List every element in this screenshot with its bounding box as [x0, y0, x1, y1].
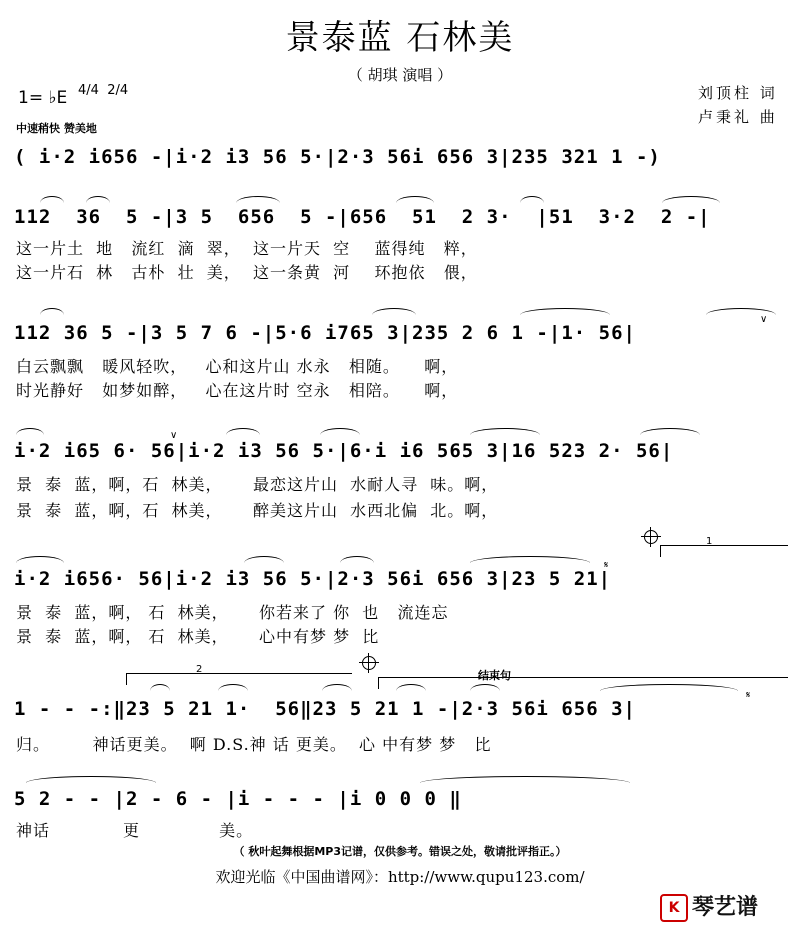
slur — [226, 428, 260, 435]
slur — [320, 428, 360, 435]
slur — [86, 196, 110, 203]
notes-line: 112 36 5 -|3 5 7 6 -|5·6 i765 3|235 2 6 1 -|1· 56| — [14, 322, 636, 344]
time-signature — [78, 84, 128, 97]
slur — [236, 196, 280, 203]
lyric-verse-2: 景 泰 蓝，啊，石 林美， 醉美这片山 水西北偏 北。啊， — [16, 501, 499, 520]
lyric-verse-1: 景 泰 蓝，啊， 石 林美， 你若来了 你 也 流连忘 — [16, 603, 449, 622]
slur — [470, 428, 540, 435]
slur — [218, 684, 248, 691]
slur — [396, 684, 426, 691]
key-signature: 1= ♭E — [18, 88, 68, 108]
logo-text: 琴艺谱 — [692, 895, 759, 920]
lyric-verse-2: 景 泰 蓝，啊， 石 林美， 心中有梦 梦 比 — [16, 627, 380, 646]
lyric-verse-1: 这一片土 地 流红 滴 翠， 这一片天 空 蓝得纯 粹， — [16, 239, 478, 258]
composer-credit: 卢秉礼 曲 — [698, 108, 778, 126]
ending-bracket — [378, 677, 788, 678]
segno-mark: 𝄋 — [604, 560, 609, 571]
time-signature-2: 2/4 — [107, 83, 129, 98]
slur — [640, 428, 700, 435]
lyric-verse-1: 景 泰 蓝，啊，石 林美， 最恋这片山 水耐人寻 味。啊， — [16, 475, 499, 494]
transcription-note: （ 秋叶起舞根据MP3记谱，仅供参考。错误之处，敬请批评指正。） — [233, 845, 567, 858]
lyric-verse-2: 时光静好 如梦如醉， 心在这片时 空永 相陪。 啊， — [16, 381, 459, 400]
volta-1-number: 1 — [706, 536, 713, 547]
volta-2-bracket — [126, 673, 352, 674]
notes-line: 5 2 - - |2 - 6 - |i - - - |i 0 0 0 ‖ — [14, 788, 462, 810]
breath-mark: ∨ — [170, 430, 178, 441]
segno-mark: 𝄋 — [746, 690, 751, 701]
volta-2-bracket-start — [126, 673, 127, 685]
lyric-verse-2: 这一片石 林 古朴 壮 美， 这一条黄 河 环抱依 偎， — [16, 263, 478, 282]
slur — [396, 196, 434, 203]
lyric-verse-1: 神话 更 美。 — [16, 821, 254, 840]
coda-sign — [644, 530, 658, 544]
notes-line: i·2 i656· 56|i·2 i3 56 5·|2·3 56i 656 3|23 5 21| — [14, 568, 612, 590]
singer-credit: （ 胡琪 演唱 ） — [347, 66, 453, 84]
volta-1-bracket — [660, 545, 788, 546]
slur — [470, 684, 500, 691]
lyric-verse-1: 白云飘飘 暖风轻吹， 心和这片山 水永 相随。 啊， — [16, 357, 459, 376]
volta-1-bracket-end — [660, 545, 661, 557]
slur — [600, 684, 738, 691]
song-title: 景泰蓝 石林美 — [285, 18, 515, 58]
slur — [372, 308, 416, 315]
slur — [520, 308, 610, 315]
volta-2-number: 2 — [196, 664, 203, 675]
site-logo — [660, 890, 758, 922]
slur — [16, 556, 64, 563]
ending-bracket-start — [378, 677, 379, 689]
slur — [662, 196, 720, 203]
site-welcome: 欢迎光临《中国曲谱网》：http://www.qupu123.com/ — [215, 868, 585, 886]
slur — [420, 776, 630, 783]
slur — [26, 776, 156, 783]
slur — [470, 556, 590, 563]
time-signature-1: 4/4 — [78, 83, 99, 98]
coda-sign — [362, 656, 376, 670]
lyricist-credit: 刘顶柱 词 — [698, 84, 778, 102]
ending-label: 结束句 — [478, 669, 511, 682]
slur — [244, 556, 284, 563]
slur — [40, 308, 64, 315]
notes-line: 112 36 5 -|3 5 656 5 -|656 51 2 3· |51 3·2 2 -| — [14, 206, 711, 228]
breath-mark: ∨ — [760, 314, 768, 325]
slur — [40, 196, 64, 203]
tempo-marking: 中速稍快 赞美地 — [16, 122, 97, 135]
notes-line: 1 - - -:‖23 5 21 1· 56‖23 5 21 1 -|2·3 56i 656 3| — [14, 698, 636, 720]
logo-mark-icon: K — [660, 894, 688, 922]
slur — [16, 428, 44, 435]
slur — [150, 684, 170, 691]
slur — [322, 684, 352, 691]
slur — [340, 556, 374, 563]
notes-line: ( i·2 i656 -|i·2 i3 56 5·|2·3 56i 656 3|235 321 1 -) — [14, 146, 661, 168]
lyric-verse-1: 归。 神话更美。 啊 D.S.神 话 更美。 心 中有梦 梦 比 — [16, 735, 492, 754]
slur — [520, 196, 544, 203]
notes-line: i·2 i65 6· 56|i·2 i3 56 5·|6·i i6 565 3|16 523 2· 56| — [14, 440, 674, 462]
